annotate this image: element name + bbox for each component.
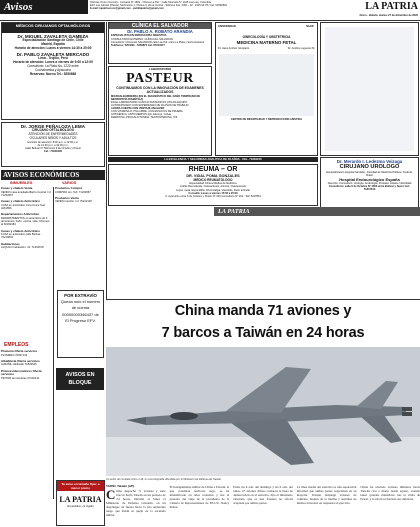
pasteur-l3: AUTOMATIZADO CON EXPERIENCIA DE 36 AÑOS DE TRABAJO (111, 103, 189, 107)
promo-tagline: El periódico, mi orgullo (67, 505, 94, 508)
article-byline: TAIPÉI, Taiwán (AP). (106, 485, 135, 488)
doctor-address-3: Calle Bolívar Nº 560 entre 6 de Octubre y Potosí (25, 146, 81, 150)
empleos-list (1, 350, 52, 475)
header-info-line2: Edif. Las Glorias (Planta), Mezzanine 1, Oficina 3, Zona Central - Teléfono Fax: 2361 - 22 - 2315 99 78 / Cel: 60362802 (90, 4, 227, 8)
ad-penaloza (1, 122, 105, 167)
pasteur-l6: ANTIGÉNICA, ANTICUERPOS IgG, Elecsys, Cobas (111, 113, 172, 117)
article-photo (106, 347, 420, 476)
clinica-addr: Consultorio: Clínica EL SALVADOR calle Las Pal. entre La Plata y Soria Galvarro (111, 40, 205, 44)
article-col5: China ha enviado aviones militares hacia Taiwán casi a diario desde agosto, cuando lanzó grandes maniobras tras la visita de Pelosi, y la isla ha reforzado sus defensas. (360, 485, 420, 502)
cat-casas-anticretico-2: Casas y chalets Anticrético (1, 228, 40, 233)
univ-right: NACIF (306, 25, 314, 28)
section-band: LA PATRIA (214, 207, 420, 216)
classifieds-col1-head: INMUEBLES (10, 181, 33, 185)
doctor-line3b: OCULARES NIÑOS Y ADULTOS (29, 136, 77, 140)
avisos-bloque: AVISOS EN BLOQUE (56, 368, 104, 390)
extravio-text: Queda nulo el número de cuenta 00000000346437 de El Progreso EFV. (60, 299, 101, 324)
ad-oftalmologos-title: MÉDICOS CIRUJANOS OFTALMÓLOGOS (2, 23, 104, 33)
doctor-city-1: Madrid, España (41, 42, 65, 47)
ledezma-name: Dr. Merardo I. Ledezma Veizaga (336, 159, 403, 164)
ad-productos-venta: VENDO camión. Inf. 70212145 (55, 200, 92, 204)
doctor-hours-3b: de 14:30 p.m. a 19:00 p.m. (37, 143, 69, 147)
doctor-address-2: Consultorio: La Plata No. 1220 entre (27, 63, 79, 68)
materno-title: MEDICINA MATERNO FETAL (236, 39, 297, 45)
empleos-head: EMPLEOS (4, 342, 29, 348)
ad-pasteur (108, 66, 212, 156)
cat-pintores: Pintores/decoradores Oferta servicios (1, 368, 42, 377)
masthead-logo (324, 0, 420, 14)
ledezma-l3: Atención: Consultorio: Urología, Andrología, Próstata, Litiasis, Infertilidad (327, 182, 412, 185)
photo-caption: Un avión de combate chino J-16, en una fotografía difundida por el Ministerio de Defensa de Taiwán. (106, 478, 222, 481)
doctor-hours-2: Horario de atención: Lunes a viernes de 9:00 a 12:00 (13, 60, 93, 65)
doctor-phone-2: Reservas: Nuevo Tel.: 5250668 (29, 71, 77, 76)
date-line: Oruro - Bolivia, martes 27 de diciembre de 2022 (359, 14, 418, 17)
ad-albanileria: ALBAÑIL calificado 71829546 (1, 363, 37, 367)
rheuma-title: RHEUMA – OR (188, 166, 238, 173)
doctor-name-1: Dr. MIGUEL ZAVALETA GAMEZA (17, 34, 89, 39)
cat-productos-compra: Productos Compra (55, 187, 83, 190)
classifieds-col2-head: VARIOS (62, 181, 77, 185)
clinica-phone: Teléfonos: 5254291 - 5259874 Cel. 67243477 (111, 43, 165, 47)
ledezma-spec: CIRUJANO UROLOGO (339, 164, 400, 171)
dropcap: C (106, 486, 116, 502)
rheuma-doctor: DR. VIDAL POMA GONZALES (186, 174, 240, 178)
ad-clinica-salvador (108, 22, 212, 64)
doctor-hours-1: Horario de atención: Lunes a viernes 14:30 a 20:00 (14, 46, 92, 50)
article-col3: Entre las 6 a.m. del domingo y las 6 a.m. del lunes, 47 aviones chinos cruzaron la línea de demarcación en el estrecho, dijo el ministerio taiwanés, que es una frontera no oficial aceptada por ambas partes. (233, 485, 293, 506)
header-rule (0, 20, 420, 21)
article-col1-text: hina despachó 71 aviones y siete barcos hacia Taiwán en un período de 24 horas, informó el lunes el Ministerio de Defensa taiwanés, en un despliegue de fuerza hacia la isla autónoma luego que Pekín se quejó de la escalada militar. (106, 488, 166, 518)
ledezma-l2: Hospital Endourológico España (339, 177, 400, 182)
reproduccion-block (325, 27, 414, 151)
univ-left: UNIVERSIDAD (218, 25, 236, 28)
rheuma-l3: Lupus, Gota, Espondilitis, Fibromialgia, Vasculitis, Dolor articular (175, 188, 251, 192)
fighter-jet-image (106, 347, 420, 476)
ad-casas-anticretico: CASA en anticrético zona Cruce Sud. 4261896 (1, 203, 46, 210)
pasteur-l7: FERRITINA, PROCALCITONINA, TESTOSTERONA, TNI (111, 116, 178, 120)
rheuma-l4: Consulta: Lunes a viernes 15:00 a 20:00 (188, 191, 238, 195)
rheuma-l2: Artritis Reumatoide, Osteoartrosis, Artrosis, Osteoporosis (180, 185, 246, 189)
pasteur-l2: EN EL LABORATORIO CLÍNICO PASTEUR NO UTILIZA EQUIPO (111, 100, 188, 104)
gine-doctors (216, 45, 317, 52)
extravio-title: POR EXTRAVÍO (64, 293, 97, 298)
centro-infertilidad: CENTRO DE INFERTILIDAD Y REPRODUCCIÓN ASISTIDA (230, 118, 303, 122)
gine-title: GINECOLOGÍA Y OBSTETRICIA (242, 35, 291, 40)
varios-list (55, 187, 105, 282)
article-col2: El hostigamiento militar de China a Taiwán, al que considera territorio suyo, se ha intensificado en años recientes y fue el pretexto del viaje de la presidenta de la Cámara de Representantes de EE.UU. Nancy Pelosi. (169, 485, 230, 510)
cat-plomeria: Plomería Oferta servicios (1, 350, 38, 353)
doctor-line3a: ATENCIÓN DE ENFERMEDADES (28, 132, 78, 137)
ad-extravio (57, 290, 104, 358)
header-info-line3: E-mail: lapatriaoruro@gmail.com - publilapatria@gmail.com (90, 7, 164, 11)
masthead-text: LA PATRIA (365, 1, 418, 12)
ad-productos-compra: COMPRO oro. Telf. 71234567 (55, 190, 91, 194)
pasteur-l5: CON VITAMINA D, PSA LIBRE, CON ENSAYOS DE PRUEBA (111, 110, 183, 114)
ad-casas-venta: VENDO casa ampliada Barrio Central. Inf. 71234967 (1, 190, 52, 197)
pasteur-l1: MICROALBUMINURIA (EN EL DIAGNÓSTICO DEL DAÑO TEMPRANO DE NEFROPATÍA DIABÉTICA) (111, 94, 201, 101)
pasteur-l4: AHORA CUENTA CON VENTAJE ANALIZER (111, 106, 165, 110)
article-col4: La línea media del estrecho es una separación informal que ambas partes respetaban en su mayoría. Taiwán desplegó aviones de combate, buques de la marina y sistemas de misiles terrestres en respuesta al ejercicio. (296, 485, 357, 506)
rheuma-l1: Especialidad Clínica Médica de Medicina (189, 182, 237, 186)
rheuma-addr: C. Ayacucho entre 6 de Octubre y Potosí Nº 446 Consultorio Nº 104 - Telf: 5240551 (165, 194, 261, 198)
ad-oftalmologos (1, 22, 105, 120)
doctor-hours-3: Horarios de atención: 8:00 a.m. a 12:00 p.m. (27, 140, 79, 144)
ad-plomeria: PLOMERO 70097143 (1, 353, 28, 357)
section-banner: Avisos (0, 0, 88, 14)
gine-doc-a: Dr. Hans Anchez Gimpiarlo (218, 47, 250, 51)
doctor-name-2: Dr. PABLO ZAVALETA MERCADO (16, 51, 90, 57)
ad-casas-anticretico-2: CASA en anticrético calle Bolívar. 70210843 (1, 233, 41, 240)
ad-habitaciones: ALQUILO habitación. Inf. 71254678 (1, 246, 44, 250)
headline-line1: China manda 71 aviones y (174, 303, 352, 319)
cat-albanileria: Albañilería Oferta servicios (1, 358, 40, 363)
headline-line2: 7 barcos a Taiwán en 24 horas (161, 325, 365, 341)
ad-rheuma (108, 164, 318, 206)
ad-ginecologia (215, 22, 318, 156)
inmuebles-list (1, 187, 52, 337)
clinica-title: CLÍNICA EL SALVADOR (109, 23, 211, 29)
pasteur-pre: LABORATORIO (148, 67, 172, 71)
gine-doc-b: Dr. Andrés Logueros M. (287, 47, 315, 51)
doctor-spec-3: CIRUJANO OFTALMÓLOGO (31, 128, 75, 133)
gine-details-block (219, 54, 314, 116)
ad-reproduccion (320, 22, 419, 156)
clinica-line1: ESPECIALISTA EN ENDOSCOPÍA DIGESTIVA (111, 34, 167, 38)
classifieds-divider (53, 187, 54, 499)
classifieds-title: AVISOS ECONÓMICOS (1, 170, 105, 180)
promo-masthead: LA PATRIA (59, 495, 102, 504)
doctor-address-2b: Cochabamba y Ayacucho (34, 67, 72, 72)
pasteur-footer: LA EXCELENCIA Y SEGURIDAD ANALÍTICA DE 36 AÑOS - CEL. 71802240 (108, 157, 318, 162)
pasteur-name: PASTEUR (126, 70, 194, 86)
ledezma-addr: Consultorio: calle 6 de Octubre Nº 4500 entre Bolívar y Sucre Cel.: 71847613 (328, 185, 411, 192)
clinica-line2: CONSULTORIO EXTERNO: CLÍNICA EL SALVADOR (111, 37, 173, 41)
doctor-city-2: Lima - Trujillo, Perú (38, 56, 68, 61)
ad-pintores: PINTOR de interiores 67202131 (1, 376, 40, 380)
cat-casas-anticretico: Casas y chalets Anticrético (1, 199, 40, 204)
doctor-phone-3: Cel.: 71848100 (44, 150, 62, 154)
pasteur-sub: CONTINUAMOS CON LA INNOVACIÓN DE EXAMENES ACTUALIZADOS (116, 85, 204, 94)
ad-departamentos: DEPARTAMENTOS en anticrético de 3 dormitorios, baño, cocina, sala. Informes al 60392184 (1, 216, 50, 227)
promo-flyer (56, 480, 105, 526)
ledezma-l1: Especialización Hospital Santaña - Facultad de Medicina Pública / Federal, Brasil (326, 170, 413, 177)
cat-departamentos: Departamentos Anticrético (1, 212, 40, 217)
doctor-spec-1: Especialización Santiago de Chile, Chile (22, 38, 84, 43)
cat-productos-venta: Productos Venta (55, 195, 79, 200)
rheuma-spec: MÉDICO REUMATÓLOGO (193, 177, 233, 182)
article-col1 (106, 485, 166, 527)
header-info-line1: Oficinas Oruro (Central) - Contacto Nº 1802 - Oficina La Paz : Calle Mercado Nº 1425 casi esq. Colombia, (90, 1, 212, 4)
clinica-doctor: Dr. PABLO A. ROBATO ARANDIA (127, 29, 193, 35)
header-contact-info (90, 1, 322, 15)
doctor-name-3: Dr. JORGE PEÑALOZA LEMA (20, 124, 86, 129)
article-headline (106, 300, 420, 344)
cat-habitaciones: Habitaciones (1, 241, 20, 246)
left-col-divider (106, 22, 107, 300)
cat-casas-venta: Casas y chalets Venta (1, 187, 33, 190)
promo-text: Tu aviso en tamaño flyer, a menor precio (57, 481, 104, 491)
article-body (106, 485, 420, 527)
